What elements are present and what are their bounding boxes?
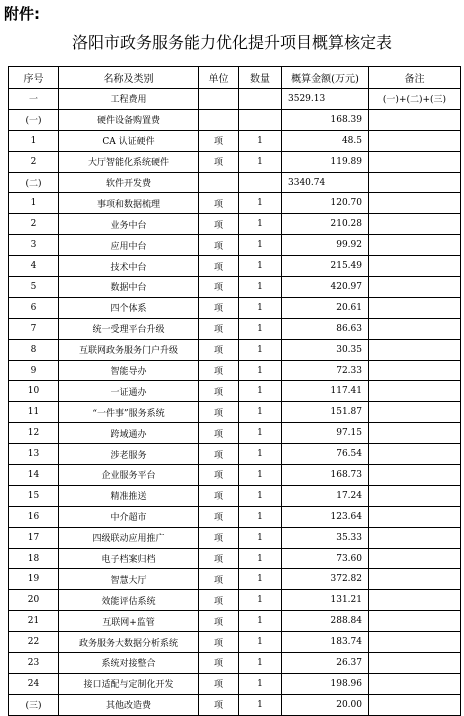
cell-name: 工程费用 <box>59 89 199 110</box>
cell-qty: 1 <box>239 527 282 548</box>
budget-table <box>8 66 461 716</box>
cell-unit: 项 <box>199 151 239 172</box>
cell-qty: 1 <box>239 339 282 360</box>
cell-qty: 1 <box>239 151 282 172</box>
cell-qty: 1 <box>239 590 282 611</box>
cell-no: 23 <box>9 653 59 674</box>
cell-amount: 3529.13 <box>282 89 369 110</box>
cell-unit: 项 <box>199 130 239 151</box>
cell-note <box>369 673 461 694</box>
cell-qty <box>239 172 282 193</box>
cell-note <box>369 193 461 214</box>
cell-qty <box>239 109 282 130</box>
cell-amount: 372.82 <box>282 569 369 590</box>
cell-note <box>369 444 461 465</box>
cell-name: 技术中台 <box>59 256 199 277</box>
cell-no: 20 <box>9 590 59 611</box>
cell-amount: 119.89 <box>282 151 369 172</box>
cell-qty: 1 <box>239 130 282 151</box>
cell-no: 1 <box>9 193 59 214</box>
cell-unit: 项 <box>199 465 239 486</box>
table-row <box>9 506 461 527</box>
cell-note <box>369 423 461 444</box>
cell-name: 四级联动应用推广 <box>59 527 199 548</box>
cell-no: 11 <box>9 402 59 423</box>
cell-unit <box>199 109 239 130</box>
cell-unit: 项 <box>199 297 239 318</box>
cell-unit: 项 <box>199 235 239 256</box>
cell-unit: 项 <box>199 360 239 381</box>
cell-note <box>369 256 461 277</box>
cell-unit: 项 <box>199 423 239 444</box>
cell-name: 四个体系 <box>59 297 199 318</box>
cell-amount: 120.70 <box>282 193 369 214</box>
cell-amount: 86.63 <box>282 318 369 339</box>
cell-no: 5 <box>9 277 59 298</box>
cell-no: 15 <box>9 485 59 506</box>
cell-amount: 26.37 <box>282 653 369 674</box>
cell-qty: 1 <box>239 402 282 423</box>
cell-note <box>369 694 461 715</box>
cell-note <box>369 235 461 256</box>
cell-name: “一件事”服务系统 <box>59 402 199 423</box>
cell-note <box>369 569 461 590</box>
table-row <box>9 214 461 235</box>
cell-name: 事项和数据梳理 <box>59 193 199 214</box>
cell-name: 统一受理平台升级 <box>59 318 199 339</box>
cell-name: 大厅智能化系统硬件 <box>59 151 199 172</box>
cell-amount: 183.74 <box>282 632 369 653</box>
cell-name: 接口适配与定制化开发 <box>59 673 199 694</box>
header-name: 名称及类别 <box>59 67 199 89</box>
table-row <box>9 297 461 318</box>
cell-unit: 项 <box>199 256 239 277</box>
cell-qty: 1 <box>239 297 282 318</box>
cell-unit: 项 <box>199 673 239 694</box>
cell-unit: 项 <box>199 381 239 402</box>
cell-amount: 72.33 <box>282 360 369 381</box>
cell-qty: 1 <box>239 193 282 214</box>
cell-qty: 1 <box>239 381 282 402</box>
cell-note <box>369 527 461 548</box>
cell-qty: 1 <box>239 569 282 590</box>
cell-no: 17 <box>9 527 59 548</box>
cell-name: 智能导办 <box>59 360 199 381</box>
cell-no: 13 <box>9 444 59 465</box>
header-amount: 概算金额(万元) <box>282 67 369 89</box>
cell-note <box>369 653 461 674</box>
cell-no: (二) <box>9 172 59 193</box>
cell-name: 系统对接整合 <box>59 653 199 674</box>
cell-note <box>369 297 461 318</box>
cell-qty: 1 <box>239 632 282 653</box>
cell-note <box>369 548 461 569</box>
cell-name: 互联网+监管 <box>59 611 199 632</box>
table-row <box>9 151 461 172</box>
cell-name: 其他改造费 <box>59 694 199 715</box>
cell-no: 21 <box>9 611 59 632</box>
cell-no: 10 <box>9 381 59 402</box>
cell-amount: 168.73 <box>282 465 369 486</box>
cell-unit: 项 <box>199 611 239 632</box>
table-row <box>9 548 461 569</box>
cell-note <box>369 130 461 151</box>
cell-amount: 198.96 <box>282 673 369 694</box>
cell-amount: 76.54 <box>282 444 369 465</box>
table-row <box>9 611 461 632</box>
table-row <box>9 527 461 548</box>
table-row <box>9 485 461 506</box>
cell-qty: 1 <box>239 214 282 235</box>
cell-unit: 项 <box>199 214 239 235</box>
cell-name: CA 认证硬件 <box>59 130 199 151</box>
cell-qty: 1 <box>239 653 282 674</box>
table-row <box>9 193 461 214</box>
cell-note <box>369 151 461 172</box>
cell-note <box>369 485 461 506</box>
cell-qty: 1 <box>239 548 282 569</box>
cell-name: 跨域通办 <box>59 423 199 444</box>
cell-no: 6 <box>9 297 59 318</box>
cell-name: 硬件设备购置费 <box>59 109 199 130</box>
cell-qty: 1 <box>239 485 282 506</box>
table-row <box>9 277 461 298</box>
cell-no: 4 <box>9 256 59 277</box>
table-row <box>9 444 461 465</box>
cell-name: 政务服务大数据分析系统 <box>59 632 199 653</box>
cell-note <box>369 214 461 235</box>
table-row <box>9 402 461 423</box>
cell-unit: 项 <box>199 193 239 214</box>
cell-qty: 1 <box>239 423 282 444</box>
cell-amount: 288.84 <box>282 611 369 632</box>
cell-no: 3 <box>9 235 59 256</box>
table-row <box>9 694 461 715</box>
cell-unit: 项 <box>199 318 239 339</box>
cell-unit: 项 <box>199 632 239 653</box>
cell-unit: 项 <box>199 402 239 423</box>
cell-no: 2 <box>9 214 59 235</box>
cell-amount: 99.92 <box>282 235 369 256</box>
cell-note <box>369 465 461 486</box>
table-row <box>9 109 461 130</box>
attachment-label: 附件: <box>4 5 40 23</box>
table-row <box>9 339 461 360</box>
table-row <box>9 172 461 193</box>
cell-no: 19 <box>9 569 59 590</box>
cell-name: 应用中台 <box>59 235 199 256</box>
cell-note <box>369 172 461 193</box>
cell-unit: 项 <box>199 569 239 590</box>
cell-no: 9 <box>9 360 59 381</box>
cell-no: 18 <box>9 548 59 569</box>
cell-note <box>369 318 461 339</box>
table-row <box>9 590 461 611</box>
cell-no: 7 <box>9 318 59 339</box>
cell-unit <box>199 89 239 110</box>
cell-no: 14 <box>9 465 59 486</box>
cell-note <box>369 632 461 653</box>
cell-no: (三) <box>9 694 59 715</box>
cell-no: 2 <box>9 151 59 172</box>
cell-unit: 项 <box>199 694 239 715</box>
cell-qty: 1 <box>239 235 282 256</box>
cell-name: 电子档案归档 <box>59 548 199 569</box>
cell-amount: 215.49 <box>282 256 369 277</box>
cell-qty: 1 <box>239 506 282 527</box>
cell-amount: 17.24 <box>282 485 369 506</box>
cell-no: 12 <box>9 423 59 444</box>
cell-name: 业务中台 <box>59 214 199 235</box>
table-row <box>9 235 461 256</box>
cell-note <box>369 506 461 527</box>
cell-note <box>369 611 461 632</box>
cell-amount: 20.00 <box>282 694 369 715</box>
cell-qty: 1 <box>239 318 282 339</box>
cell-note <box>369 360 461 381</box>
cell-amount: 48.5 <box>282 130 369 151</box>
cell-no: 8 <box>9 339 59 360</box>
cell-name: 软件开发费 <box>59 172 199 193</box>
table-row <box>9 89 461 110</box>
cell-qty: 1 <box>239 465 282 486</box>
table-row <box>9 256 461 277</box>
cell-name: 数据中台 <box>59 277 199 298</box>
cell-qty: 1 <box>239 694 282 715</box>
table-row <box>9 653 461 674</box>
cell-note <box>369 339 461 360</box>
cell-unit: 项 <box>199 485 239 506</box>
table-row <box>9 318 461 339</box>
cell-amount: 168.39 <box>282 109 369 130</box>
cell-note: (一)+(二)+(三) <box>369 89 461 110</box>
cell-unit: 项 <box>199 339 239 360</box>
cell-note <box>369 590 461 611</box>
header-qty: 数量 <box>239 67 282 89</box>
cell-qty: 1 <box>239 444 282 465</box>
cell-name: 涉老服务 <box>59 444 199 465</box>
header-no: 序号 <box>9 67 59 89</box>
table-row <box>9 423 461 444</box>
cell-no: (一) <box>9 109 59 130</box>
cell-amount: 210.28 <box>282 214 369 235</box>
cell-note <box>369 402 461 423</box>
table-row <box>9 673 461 694</box>
cell-unit: 项 <box>199 590 239 611</box>
cell-name: 智慧大厅 <box>59 569 199 590</box>
cell-unit: 项 <box>199 653 239 674</box>
cell-no: 24 <box>9 673 59 694</box>
cell-name: 效能评估系统 <box>59 590 199 611</box>
cell-qty <box>239 89 282 110</box>
cell-amount: 131.21 <box>282 590 369 611</box>
cell-amount: 73.60 <box>282 548 369 569</box>
cell-unit: 项 <box>199 506 239 527</box>
table-header-row <box>9 67 461 89</box>
header-note: 备注 <box>369 67 461 89</box>
cell-amount: 117.41 <box>282 381 369 402</box>
page-title: 洛阳市政务服务能力优化提升项目概算核定表 <box>71 33 392 52</box>
cell-note <box>369 381 461 402</box>
cell-unit: 项 <box>199 548 239 569</box>
cell-unit <box>199 172 239 193</box>
cell-amount: 35.33 <box>282 527 369 548</box>
cell-qty: 1 <box>239 256 282 277</box>
cell-note <box>369 109 461 130</box>
cell-no: 16 <box>9 506 59 527</box>
header-unit: 单位 <box>199 67 239 89</box>
cell-amount: 20.61 <box>282 297 369 318</box>
table-row <box>9 360 461 381</box>
table-row <box>9 130 461 151</box>
table-row <box>9 632 461 653</box>
cell-name: 企业服务平台 <box>59 465 199 486</box>
cell-amount: 3340.74 <box>282 172 369 193</box>
cell-note <box>369 277 461 298</box>
cell-qty: 1 <box>239 277 282 298</box>
cell-qty: 1 <box>239 611 282 632</box>
cell-name: 一证通办 <box>59 381 199 402</box>
cell-name: 中介超市 <box>59 506 199 527</box>
cell-unit: 项 <box>199 444 239 465</box>
cell-no: 一 <box>9 89 59 110</box>
cell-unit: 项 <box>199 527 239 548</box>
cell-amount: 420.97 <box>282 277 369 298</box>
cell-amount: 30.35 <box>282 339 369 360</box>
table-row <box>9 465 461 486</box>
table-body <box>9 89 461 716</box>
cell-amount: 151.87 <box>282 402 369 423</box>
cell-amount: 123.64 <box>282 506 369 527</box>
cell-amount: 97.15 <box>282 423 369 444</box>
cell-qty: 1 <box>239 360 282 381</box>
cell-no: 1 <box>9 130 59 151</box>
table-row <box>9 569 461 590</box>
cell-name: 精准推送 <box>59 485 199 506</box>
cell-name: 互联网政务服务门户升级 <box>59 339 199 360</box>
cell-unit: 项 <box>199 277 239 298</box>
cell-qty: 1 <box>239 673 282 694</box>
table-row <box>9 381 461 402</box>
cell-no: 22 <box>9 632 59 653</box>
